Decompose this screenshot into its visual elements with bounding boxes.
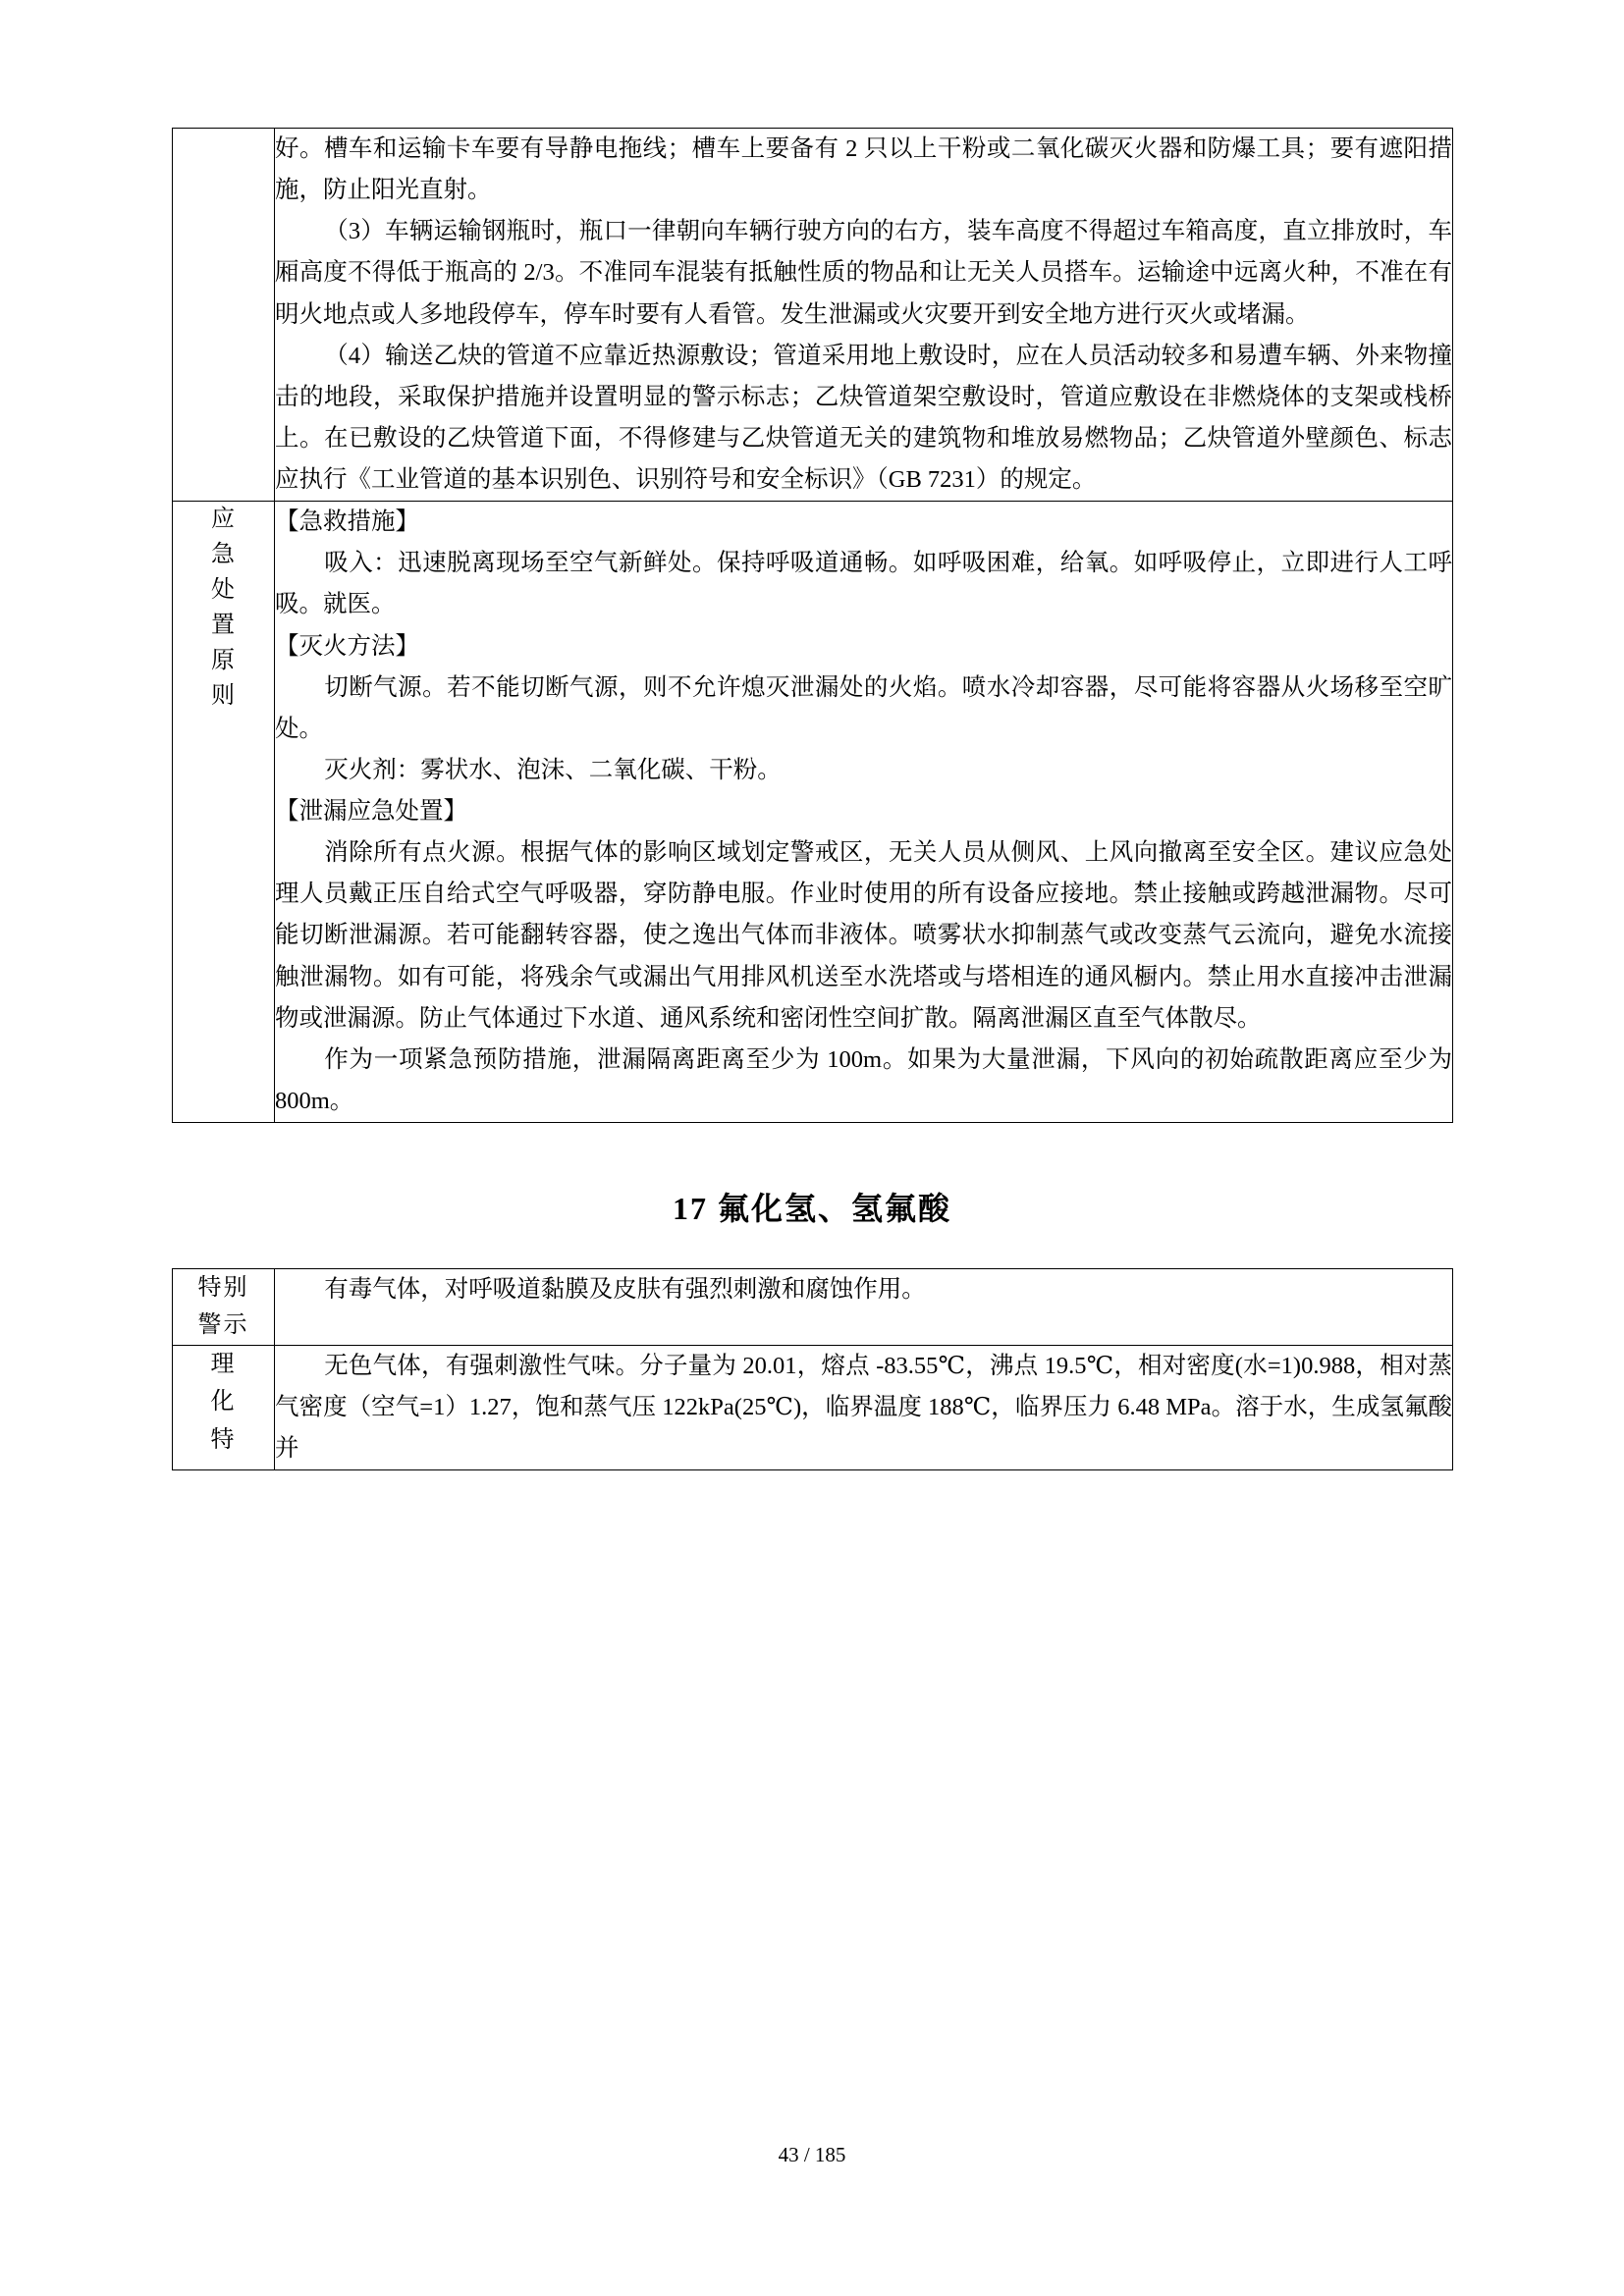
page-title: 17 氟化氢、氢氟酸: [672, 1191, 951, 1226]
row-label-emergency-principles: [173, 502, 275, 1123]
label-line-1: 警示: [197, 1312, 249, 1339]
label-line-0: 理: [210, 1351, 237, 1377]
text-leak-response: 消除所有点火源。根据气体的影响区域划定警戒区，无关人员从侧风、上风向撤离至安全区。建议应急处理人员戴正压自给式空气呼吸器，穿防静电服。作业时使用的所有设备应接地。禁止接触或跨越泄漏物。尽可能切断泄漏源。若可能翻转容器，使之逸出气体而非液体。喷雾状水抑制蒸气或改变蒸气云流向，避免水流接触泄漏物。如有可能，将残余气或漏出气用排风机送至水洗塔或与塔相连的通风橱内。禁止用水直接冲击泄漏物或泄漏源。防止气体通过下水道、通风系统和密闭性空间扩散。隔离泄漏区直至气体散尽。: [275, 839, 1452, 1032]
label-line-2: 特: [210, 1426, 237, 1453]
page-footer: [0, 2143, 1624, 2167]
spacer: [172, 1229, 1452, 1268]
text-first-aid: 吸入：迅速脱离现场至空气新鲜处。保持呼吸道通畅。如呼吸困难，给氧。如呼吸停止，立即进行人工呼吸。就医。: [275, 550, 1452, 618]
heading-fire-fighting: 【灭火方法】: [275, 632, 419, 660]
label-char-4: 原: [211, 648, 236, 674]
row-label-special-warning: [173, 1269, 275, 1346]
text-evacuation-distance: 作为一项紧急预防措施，泄漏隔离距离至少为 100m。如果为大量泄漏，下风向的初始疏散距离应至少为 800m。: [275, 1045, 1452, 1114]
row-label-physical-properties: [173, 1345, 275, 1469]
special-warning-cell: [275, 1269, 1453, 1346]
label-char-0: 应: [211, 507, 236, 533]
row-label-empty: [173, 129, 275, 502]
emergency-body-cell: [275, 502, 1453, 1123]
paragraph-continued: 好。槽车和运输卡车要有导静电拖线；槽车上要备有 2 只以上干粉或二氧化碳灭火器和防爆工具；要有遮阳措施，防止阳光直射。: [275, 135, 1452, 204]
physical-properties-cell: [275, 1345, 1453, 1469]
spacer: [172, 1123, 1452, 1184]
transport-body-cell: [275, 129, 1453, 502]
paragraph-item-4: （4）输送乙炔的管道不应靠近热源敷设；管道采用地上敷设时，应在人员活动较多和易遭车辆、外来物撞击的地段，采取保护措施并设置明显的警示标志；乙炔管道架空敷设时，管道应敷设在非燃烧体的支架或栈桥上。在已敷设的乙炔管道下面，不得修建与乙炔管道无关的建筑物和堆放易燃物品；乙炔管道外壁颜色、标志应执行《工业管道的基本识别色、识别符号和安全标识》（GB 7231）的规定。: [275, 342, 1452, 493]
label-char-1: 急: [211, 542, 236, 568]
table-transport-emergency: [172, 128, 1453, 1123]
table-row: [173, 1345, 1453, 1469]
table-row: [173, 129, 1453, 502]
label-char-2: 处: [211, 577, 236, 604]
table-row: [173, 1269, 1453, 1346]
table-row: [173, 502, 1453, 1123]
heading-leak-response: 【泄漏应急处置】: [275, 798, 467, 825]
text-physical-properties: 无色气体，有强刺激性气味。分子量为 20.01，熔点 -83.55℃，沸点 19.5℃，相对密度(水=1)0.988，相对蒸气密度（空气=1）1.27，饱和蒸气压 122kPa(25℃)，临界温度 188℃，临界压力 6.48 MPa。溶于水，生成氢氟酸并: [275, 1352, 1452, 1463]
text-extinguishing-agents: 灭火剂：雾状水、泡沫、二氧化碳、干粉。: [324, 756, 782, 783]
row-label-text: [211, 502, 236, 714]
table-hf-properties: [172, 1268, 1453, 1470]
heading-first-aid: 【急救措施】: [275, 508, 419, 536]
paragraph-item-3: （3）车辆运输钢瓶时，瓶口一律朝向车辆行驶方向的右方，装车高度不得超过车箱高度，直立排放时，车厢高度不得低于瓶高的 2/3。不准同车混装有抵触性质的物品和让无关人员搭车。运输途中远离火种，不准在有明火地点或人多地段停车，停车时要有人看管。发生泄漏或火灾要开到安全地方进行灭火或堵漏。: [275, 218, 1452, 328]
label-line-1: 化: [210, 1389, 237, 1415]
row-label-text: [173, 1269, 274, 1345]
page-number: 43 / 185: [778, 2143, 846, 2166]
text-fire-fighting: 切断气源。若不能切断气源，则不允许熄灭泄漏处的火焰。喷水冷却容器，尽可能将容器从火场移至空旷处。: [275, 673, 1452, 742]
text-special-warning: 有毒气体，对呼吸道黏膜及皮肤有强烈刺激和腐蚀作用。: [324, 1276, 926, 1303]
label-char-5: 则: [211, 683, 236, 710]
label-line-0: 特别: [197, 1275, 249, 1301]
label-char-3: 置: [211, 613, 236, 639]
row-label-text: [173, 1346, 274, 1459]
